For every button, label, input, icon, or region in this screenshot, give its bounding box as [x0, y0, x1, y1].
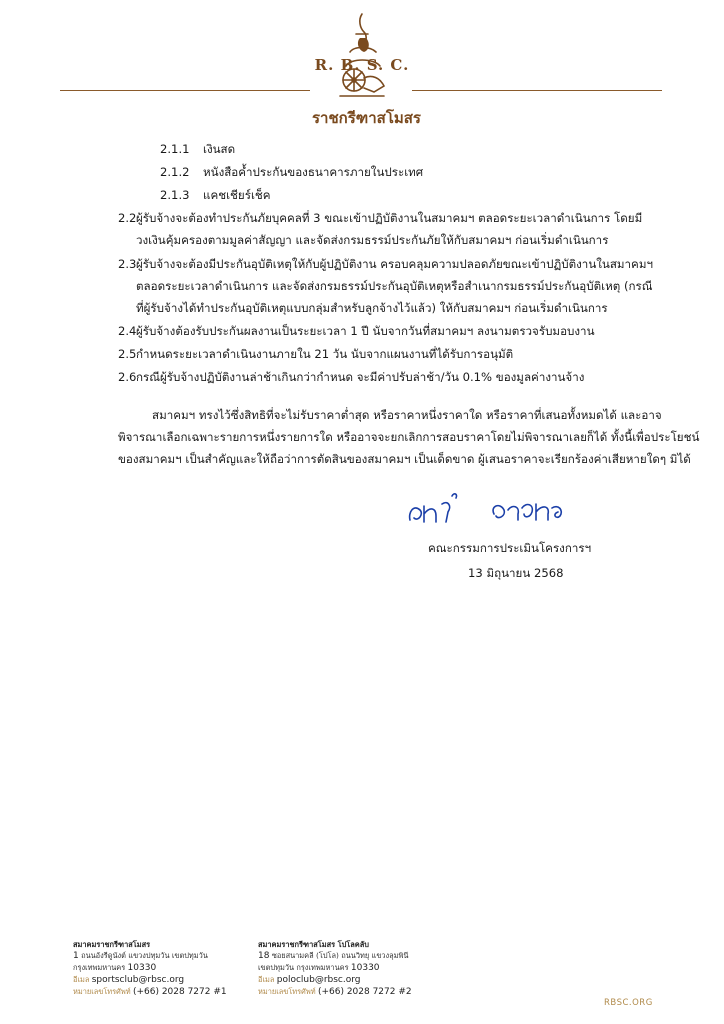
- sub-item-number: 2.1.3: [160, 188, 190, 202]
- item-number: 2.4: [118, 324, 137, 338]
- footer-phone-label: หมายเลขโทรศัพท์: [258, 987, 316, 996]
- footer-zip: 10330: [127, 963, 157, 973]
- item-line: กรณีผู้รับจ้างปฏิบัติงานล่าช้าเกินกว่ากำหนด จะมีค่าปรับล่าช้า/วัน 0.1% ของมูลค่างานจ้าง: [136, 370, 585, 384]
- footer-email[interactable]: sportsclub@rbsc.org: [91, 975, 185, 985]
- committee-name: คณะกรรมการประเมินโครงการฯ: [428, 541, 592, 555]
- logo-club-name: ราชกรีฑาสโมสร: [312, 109, 421, 127]
- signature: [402, 484, 582, 538]
- sub-item-text: เงินสด: [203, 142, 236, 156]
- disclaimer-paragraph: [118, 404, 699, 470]
- footer-address: ซอยสนามคลี (โปโล) ถนนวิทยุ แขวงลุมพินี: [271, 951, 409, 960]
- sub-item: [160, 184, 271, 206]
- sub-item-text: แคชเชียร์เช็ค: [203, 188, 271, 202]
- footer-contact-poloclub: [258, 939, 412, 998]
- footer-phone: (+66) 2028 7272 #1: [132, 987, 227, 997]
- item-line: ที่ผู้รับจ้างได้ทำประกันอุบัติเหตุแบบกลุ่มสำหรับลูกจ้างไว้แล้ว) ให้กับสมาคมฯ ก่อนเริ่มดำเนินการ: [136, 301, 608, 315]
- footer-title: สมาคมราชกรีฑาสโมสร: [73, 940, 151, 949]
- footer-city: เขตปทุมวัน กรุงเทพมหานคร: [258, 963, 349, 972]
- item-number: 2.3: [118, 257, 137, 271]
- item-line: กำหนดระยะเวลาดำเนินงานภายใน 21 วัน นับจากแผนงานที่ได้รับการอนุมัติ: [136, 347, 514, 361]
- item-line: ผู้รับจ้างจะต้องมีประกันอุบัติเหตุให้กับผู้ปฏิบัติงาน ครอบคลุมความปลอดภัยขณะเข้าปฏิบัติงานในสมาคมฯ: [136, 257, 653, 271]
- sub-item-text: หนังสือค้ำประกันของธนาคารภายในประเทศ: [203, 165, 424, 179]
- paragraph-line: พิจารณาเลือกเฉพาะรายการหนึ่งรายการใด หรืออาจจะยกเลิกการสอบราคาโดยไม่พิจารณาเลยก็ได้ ทั้งนี้เพื่อประโยชน์: [118, 430, 700, 444]
- item-line: ผู้รับจ้างต้องรับประกันผลงานเป็นระยะเวลา 1 ปี นับจากวันที่สมาคมฯ ลงนามตรวจรับมอบงาน: [136, 324, 595, 338]
- item-line: วงเงินคุ้มครองตามมูลค่าสัญญา และจัดส่งกรมธรรม์ประกันภัยให้กับสมาคมฯ ก่อนเริ่มดำเนินการ: [136, 233, 609, 247]
- footer-contact-sportsclub: [73, 939, 227, 998]
- item-line: ผู้รับจ้างจะต้องทำประกันภัยบุคคลที่ 3 ขณะเข้าปฏิบัติงานในสมาคมฯ ตลอดระยะเวลาดำเนินการ โดยมี: [136, 211, 643, 225]
- sub-item: [160, 161, 423, 183]
- footer-email[interactable]: poloclub@rbsc.org: [276, 975, 361, 985]
- footer-phone-label: หมายเลขโทรศัพท์: [73, 987, 131, 996]
- footer-zip: 10330: [350, 963, 380, 973]
- item-number: 2.5: [118, 347, 137, 361]
- paragraph-line: สมาคมฯ ทรงไว้ซึ่งสิทธิที่จะไม่รับราคาต่ำสุด หรือราคาหนึ่งราคาใด หรือราคาที่เสนอทั้งหมดได้ และอาจ: [152, 408, 662, 422]
- footer-address: ถนนอังรีดูนังต์ แขวงปทุมวัน เขตปทุมวัน: [81, 951, 208, 960]
- footer-house-number: 18: [258, 951, 270, 961]
- footer-city: กรุงเทพมหานคร: [73, 963, 126, 972]
- sub-item-number: 2.1.2: [160, 165, 190, 179]
- footer-email-label: อีเมล: [258, 975, 275, 984]
- paragraph-line: ของสมาคมฯ เป็นสำคัญและให้ถือว่าการตัดสินของสมาคมฯ เป็นเด็ดขาด ผู้เสนอราคาจะเรียกร้องค่าเสียหายใดๆ มิได้: [118, 452, 691, 466]
- rbsc-logo: [312, 8, 421, 130]
- logo-abbreviation: R. B. S. C.: [314, 56, 410, 74]
- item-line: ตลอดระยะเวลาดำเนินการ และจัดส่งกรมธรรม์ประกันอุบัติเหตุหรือสำเนากรมธรรม์ประกันอุบัติเหตุ (กรณี: [136, 279, 653, 293]
- footer-website-link[interactable]: RBSC.ORG: [604, 998, 653, 1008]
- header-rule-right: [412, 90, 662, 91]
- sub-item: [160, 138, 235, 160]
- document-date: 13 มิถุนายน 2568: [468, 566, 564, 580]
- header-rule-left: [60, 90, 310, 91]
- handwritten-signature-icon: [402, 484, 582, 534]
- footer-house-number: 1: [73, 951, 79, 961]
- item-number: 2.6: [118, 370, 137, 384]
- sub-item-number: 2.1.1: [160, 142, 190, 156]
- item-number: 2.2: [118, 211, 137, 225]
- footer-phone: (+66) 2028 7272 #2: [317, 987, 412, 997]
- footer-email-label: อีเมล: [73, 975, 90, 984]
- footer-title: สมาคมราชกรีฑาสโมสร โปโลคลับ: [258, 940, 369, 949]
